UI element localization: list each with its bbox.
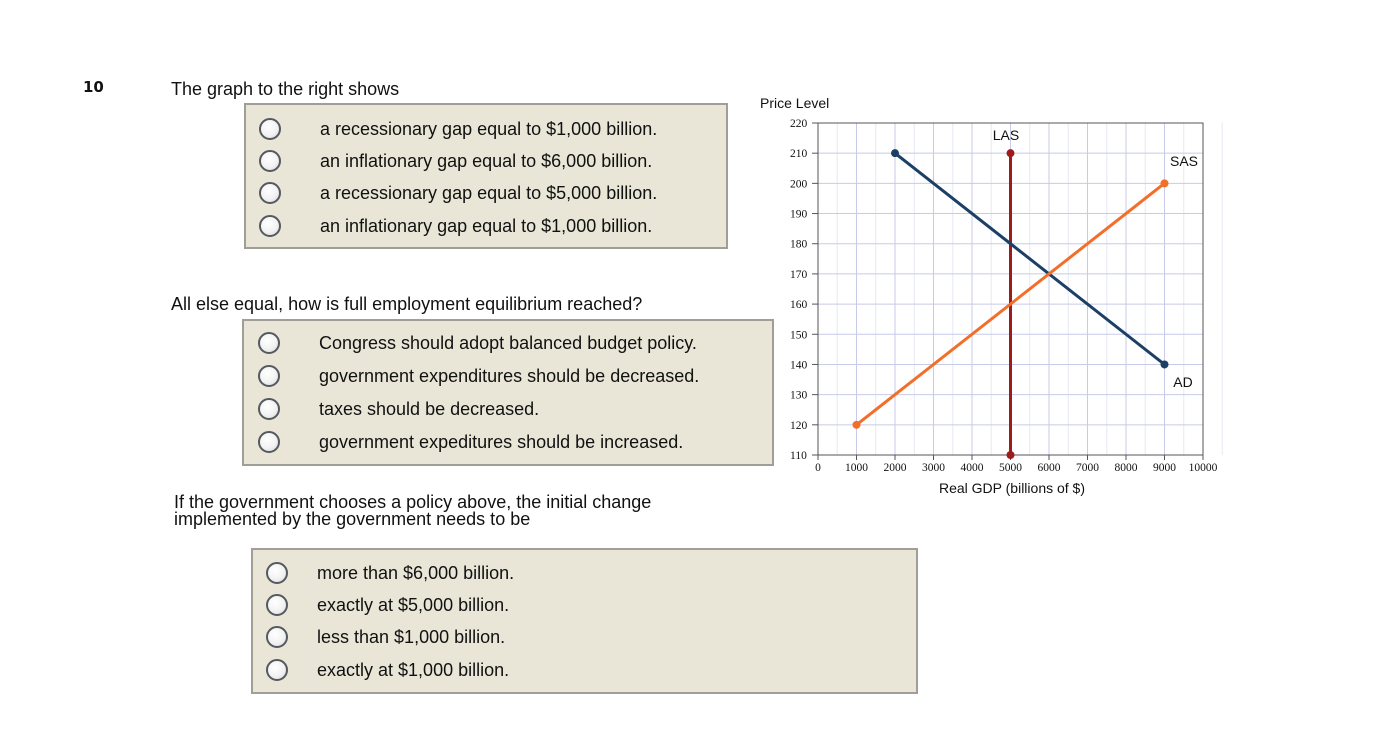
sas-endpoint xyxy=(853,421,861,429)
x-tick-label: 7000 xyxy=(1076,462,1099,474)
choice-label: exactly at $5,000 billion. xyxy=(317,594,510,615)
x-tick-label: 3000 xyxy=(922,462,945,474)
y-tick-label: 210 xyxy=(790,148,808,161)
prompt-line: All else equal, how is full employment equilibrium reached? xyxy=(171,294,643,314)
choice-label: an inflationary gap equal to $6,000 billion. xyxy=(320,150,653,171)
y-tick-label: 130 xyxy=(790,389,808,402)
prompt-line: The graph to the right shows xyxy=(171,79,400,99)
x-tick-labels xyxy=(815,455,1218,474)
x-tick-label: 1000 xyxy=(845,462,868,474)
choice-label: more than $6,000 billion. xyxy=(317,562,515,583)
choice-label: less than $1,000 billion. xyxy=(317,626,506,647)
choice-label: taxes should be decreased. xyxy=(319,398,540,419)
x-tick-label: 10000 xyxy=(1188,462,1218,474)
question-number: 10 xyxy=(83,78,104,96)
y-axis-title: Price Level xyxy=(760,95,830,111)
choice-label: Congress should adopt balanced budget policy. xyxy=(319,332,697,353)
y-tick-label: 150 xyxy=(790,329,808,342)
y-tick-label: 110 xyxy=(790,450,807,462)
sas-label: SAS xyxy=(1169,153,1199,169)
x-tick-label: 0 xyxy=(815,462,821,474)
x-tick-label: 5000 xyxy=(999,462,1022,474)
x-axis-title: Real GDP (billions of $) xyxy=(938,480,1086,496)
choice-label: a recessionary gap equal to $5,000 billion. xyxy=(320,182,658,203)
choice-label: government expenditures should be decreased. xyxy=(319,365,700,386)
sas-endpoint xyxy=(1161,179,1169,187)
y-tick-label: 180 xyxy=(790,238,808,251)
x-tick-label: 2000 xyxy=(883,462,907,474)
y-tick-label: 190 xyxy=(790,208,808,221)
y-tick-label: 160 xyxy=(790,299,808,312)
x-tick-label: 4000 xyxy=(960,462,984,474)
prompt-line: If the government chooses a policy above, the initial change xyxy=(174,492,652,512)
x-tick-label: 6000 xyxy=(1037,462,1061,474)
choice-label: exactly at $1,000 billion. xyxy=(317,659,510,680)
ad-label: AD xyxy=(1173,374,1193,390)
prompt-line: implemented by the government needs to be xyxy=(174,509,531,529)
y-tick-label: 120 xyxy=(790,419,808,432)
choice-label: government expeditures should be increased. xyxy=(319,431,684,452)
x-tick-label: 9000 xyxy=(1153,462,1176,474)
choice-label: a recessionary gap equal to $1,000 billion. xyxy=(320,118,658,139)
las-label: LAS xyxy=(992,127,1020,143)
chart-grid xyxy=(818,123,1222,455)
y-tick-labels xyxy=(790,118,818,462)
y-tick-label: 170 xyxy=(790,268,808,281)
choice-label: an inflationary gap equal to $1,000 billion. xyxy=(320,215,653,236)
y-tick-label: 200 xyxy=(790,178,808,191)
y-tick-label: 220 xyxy=(790,118,808,130)
las-endpoint xyxy=(1007,149,1015,157)
las-endpoint xyxy=(1007,451,1015,459)
ad-endpoint xyxy=(1161,360,1169,368)
ad-endpoint xyxy=(891,149,899,157)
y-tick-label: 140 xyxy=(790,359,808,372)
x-tick-label: 8000 xyxy=(1114,462,1138,474)
